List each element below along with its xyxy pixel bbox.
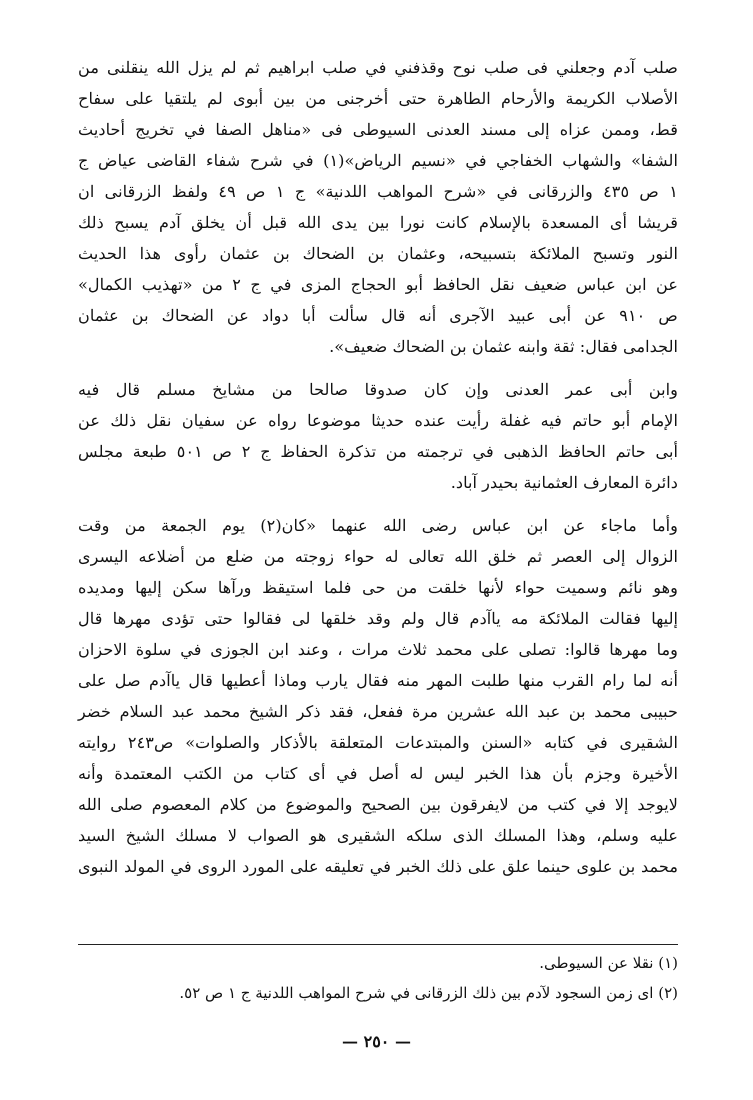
paragraph-3 <box>78 510 678 882</box>
footnote-1: (١) نقلا عن السيوطى. <box>539 954 678 972</box>
text-line: عن ابن عباس ضعيف نقل الحافظ أبو الحجاج المزى في ج ٢ من «تهذيب الكمال» <box>78 275 678 294</box>
paragraph-2 <box>78 374 678 498</box>
text-line: محمد بن علوى حينما علق على ذلك الخبر في تعليقه على المورد الروى في المولد النبوى <box>78 857 678 876</box>
text-line: الأخيرة وجزم بأن هذا الخبر ليس له أصل في أى كتاب من الكتب المعتمدة وأنه <box>78 764 678 783</box>
footnote-2: (٢) اى زمن السجود لآدم بين ذلك الزرقانى في شرح المواهب اللدنية ج ١ ص ٥٢. <box>179 984 678 1002</box>
text-line: وهو نائم وسميت حواء لأنها خلقت من حى فلما استيقظ ورآها سكن إليها ومديده <box>78 578 678 597</box>
text-line: قط، وممن عزاه إلى مسند العدنى السيوطى فى «مناهل الصفا في تخريج أحاديث <box>78 120 678 139</box>
text-line: ١ ص ٤٣٥ والزرقانى في «شرح المواهب اللدنية» ج ١ ص ٤٩ ولفظ الزرقانى ان <box>78 182 678 201</box>
text-line: وما مهرها قالوا: تصلى على محمد ثلاث مرات ، وعند ابن الجوزى في سلوة الاحزان <box>78 640 678 659</box>
text-line: حبيبى محمد بن عبد الله عشرين مرة ففعل، فقد ذكر الشيخ محمد عبد السلام خضر <box>78 702 678 721</box>
text-line: وأما ماجاء عن ابن عباس رضى الله عنهما «كان(٢) يوم الجمعة من وقت <box>78 516 678 535</box>
text-line: الأصلاب الكريمة والأرحام الطاهرة حتى أخرجنى من بين أبوى لم يلتقيا على سفاح <box>78 89 678 108</box>
text-line: الإمام أبو حاتم فيه غفلة رأيت عنده حديثا موضوعا رواه عن سفيان نقل ذلك عن <box>78 411 678 430</box>
text-line: ص ٩١٠ عن أبى عبيد الآجرى أنه قال سألت أبا دواد عن الضحاك بن عثمان <box>78 306 678 325</box>
text-line: الجدامى فقال: ثقة وابنه عثمان بن الضحاك ضعيف». <box>329 337 678 356</box>
footnotes <box>78 948 678 1008</box>
text-line: النور وتسبح الملائكة بتسبيحه، وعثمان بن الضحاك بن عثمان رأوى هذا الحديث <box>78 244 678 263</box>
text-line: وابن أبى عمر العدنى وإن كان صدوقا صالحا من مشايخ مسلم قال فيه <box>78 380 678 399</box>
text-line: أنه لما رام القرب منها طلبت المهر منه فقال يارب وماذا أعطيها قال ياآدم صل على <box>78 671 678 690</box>
text-line: إليها فقالت الملائكة مه ياآدم قال ولم وقد خلقها لى فقالوا حتى تؤدى مهرها قال <box>78 609 678 628</box>
page-number: — ٢٥٠ — <box>342 1032 411 1051</box>
text-line: صلب آدم وجعلني فى صلب نوح وقذفني في صلب ابراهيم ثم لم يزل الله ينقلنى من <box>78 58 678 77</box>
text-line: لايوجد إلا في كتب من لايفرقون بين الصحيح والموضوع من كلام المعصوم صلى الله <box>78 795 678 814</box>
paragraph-1 <box>78 52 678 362</box>
text-line: عليه وسلم، وهذا المسلك الذى سلكه الشقيرى هو الصواب لا مسلك الشيخ السيد <box>78 826 678 845</box>
text-line: الشقيرى في كتابه «السنن والمبتدعات المتعلقة بالأذكار والصلوات» ص٢٤٣ روايته <box>78 733 678 752</box>
text-line: الشفا» والشهاب الخفاجي في «نسيم الرياض»(١) في شرح شفاء القاضى عياض ج <box>78 151 678 170</box>
text-line: الزوال إلى العصر ثم خلق الله تعالى له حواء زوجته من ضلع من أضلاعه اليسرى <box>78 547 678 566</box>
text-line: دائرة المعارف العثمانية بحيدر آباد. <box>450 473 678 492</box>
footnote-divider <box>78 944 678 945</box>
text-line: قريشا أى المسعدة بالإسلام كانت نورا بين يدى الله قبل أن يخلق آدم يسبح ذلك <box>78 213 678 232</box>
text-line: أبى حاتم الحافظ الذهبى في ترجمته من تذكرة الحفاظ ج ٢ ص ٥٠١ طبعة مجلس <box>78 442 678 461</box>
page-body <box>78 52 678 882</box>
